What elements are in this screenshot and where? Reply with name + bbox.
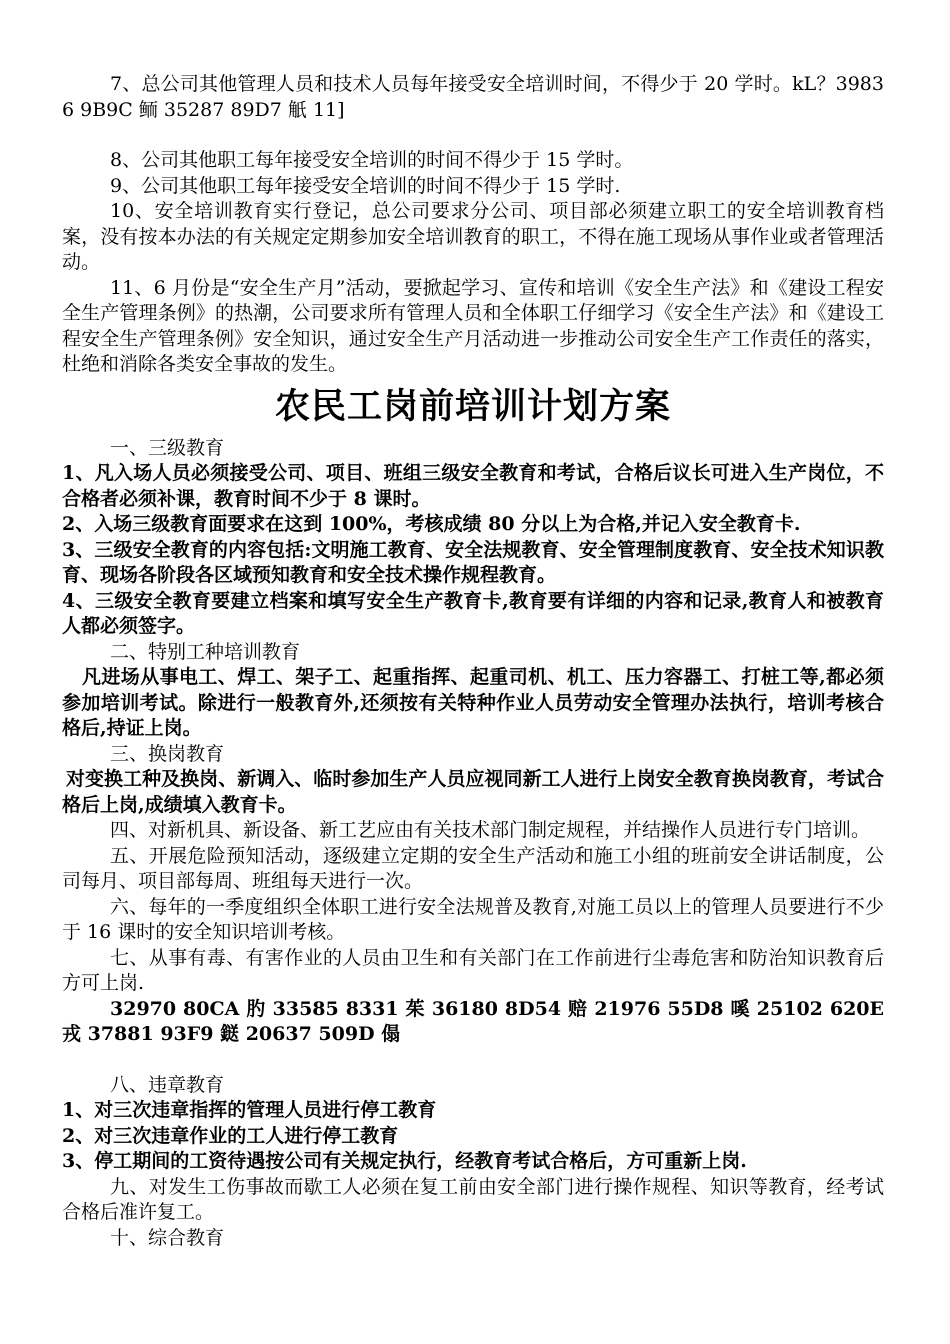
section-8-item-1: 1、对三次违章指挥的管理人员进行停工教育 bbox=[62, 1099, 437, 1121]
section-1-item-1: 1、凡入场人员必须接受公司、项目、班组三级安全教育和考试，合格后议长可进入生产岗位，不合格者必须补课，教育时间不少于 8 课时。 bbox=[62, 462, 884, 510]
section-1-item-3: 3、三级安全教育的内容包括:文明施工教育、安全法规教育、安全管理制度教育、安全技术知识教育、现场各阶段各区域预知教育和安全技术操作规程教育。 bbox=[62, 538, 884, 586]
section-3-heading: 三、换岗教育 bbox=[110, 742, 225, 765]
section-8-item-3: 3、停工期间的工资待遇按公司有关规定执行，经教育考试合格后，方可重新上岗. bbox=[62, 1150, 747, 1172]
section-7: 七、从事有毒、有害作业的人员由卫生和有关部门在工作前进行尘毒危害和防治知识教育后方可上岗. bbox=[62, 946, 884, 994]
paragraph-7: 7、总公司其他管理人员和技术人员每年接受安全培训时间，不得少于 20 学时。kL？39836 9B9C 鲕 35287 89D7 觗 11] bbox=[62, 73, 884, 121]
section-2-body: 凡进场从事电工、焊工、架子工、起重指挥、起重司机、机工、压力容器工、打桩工等,都必须参加培训考试。除进行一般教育外,还须按有关特种作业人员劳动安全管理办法执行，培训考核合格后,持证上岗。 bbox=[62, 666, 884, 739]
section-4: 四、对新机具、新设备、新工艺应由有关技术部门制定规程，并结操作人员进行专门培训。 bbox=[110, 819, 871, 841]
paragraph-9: 9、公司其他职工每年接受安全培训的时间不得少于 15 学时. bbox=[110, 174, 621, 197]
section-10-heading: 十、综合教育 bbox=[110, 1226, 225, 1249]
paragraph-11: 11、6 月份是“安全生产月”活动，要掀起学习、宣传和培训《安全生产法》和《建设工程安全生产管理条例》的热潮，公司要求所有管理人员和全体职工仔细学习《安全生产法》和《建设工程安全生产管理条例》安全知识，通过安全生产月活动进一步推动公司安全生产工作责任的落实，杜绝和消除各类安全事故的发生。 bbox=[62, 276, 884, 375]
section-3-body: 对变换工种及换岗、新调入、临时参加生产人员应视同新工人进行上岗安全教育换岗教育，考试合格后上岗,成绩填入教育卡。 bbox=[62, 768, 884, 816]
section-5: 五、开展危险预知活动，逐级建立定期的安全生产活动和施工小组的班前安全讲话制度，公司每月、项目部每周、班组每天进行一次。 bbox=[62, 844, 884, 892]
paragraph-10: 10、安全培训教育实行登记，总公司要求分公司、项目部必须建立职工的安全培训教育档案，没有按本办法的有关规定定期参加安全培训教育的职工，不得在施工现场从事作业或者管理活动。 bbox=[62, 200, 884, 273]
section-1-item-2: 2、入场三级教育面要求在这到 100%，考核成绩 80 分以上为合格,并记入安全教育卡. bbox=[62, 513, 801, 535]
section-8-item-2: 2、对三次违章作业的工人进行停工教育 bbox=[62, 1124, 399, 1147]
document-page bbox=[62, 72, 884, 1251]
section-1-item-4: 4、三级安全教育要建立档案和填写安全生产教育卡,教育要有详细的内容和记录,教育人和被教育人都必须签字。 bbox=[62, 589, 884, 637]
section-6: 六、每年的一季度组织全体职工进行安全法规普及教育,对施工员以上的管理人员要进行不少于 16 课时的安全知识培训考核。 bbox=[62, 895, 884, 943]
section-2-heading: 二、特别工种培训教育 bbox=[110, 640, 301, 663]
section-1-heading: 一、三级教育 bbox=[110, 436, 225, 459]
paragraph-8: 8、公司其他职工每年接受安全培训的时间不得少于 15 学时。 bbox=[110, 149, 634, 171]
page-title: 农民工岗前培训计划方案 bbox=[274, 386, 671, 427]
section-9: 九、对发生工伤事故而歇工人必须在复工前由安全部门进行操作规程、知识等教育，经考试合格后准许复工。 bbox=[62, 1175, 884, 1223]
section-8-heading: 八、违章教育 bbox=[110, 1073, 225, 1096]
garbled-code-line: 32970 80CA 肑 33585 8331 茱 36180 8D54 赔 21976 55D8 嗘 25102 620E 戎 37881 93F9 鎹 20637 509D 傝 bbox=[62, 997, 884, 1045]
